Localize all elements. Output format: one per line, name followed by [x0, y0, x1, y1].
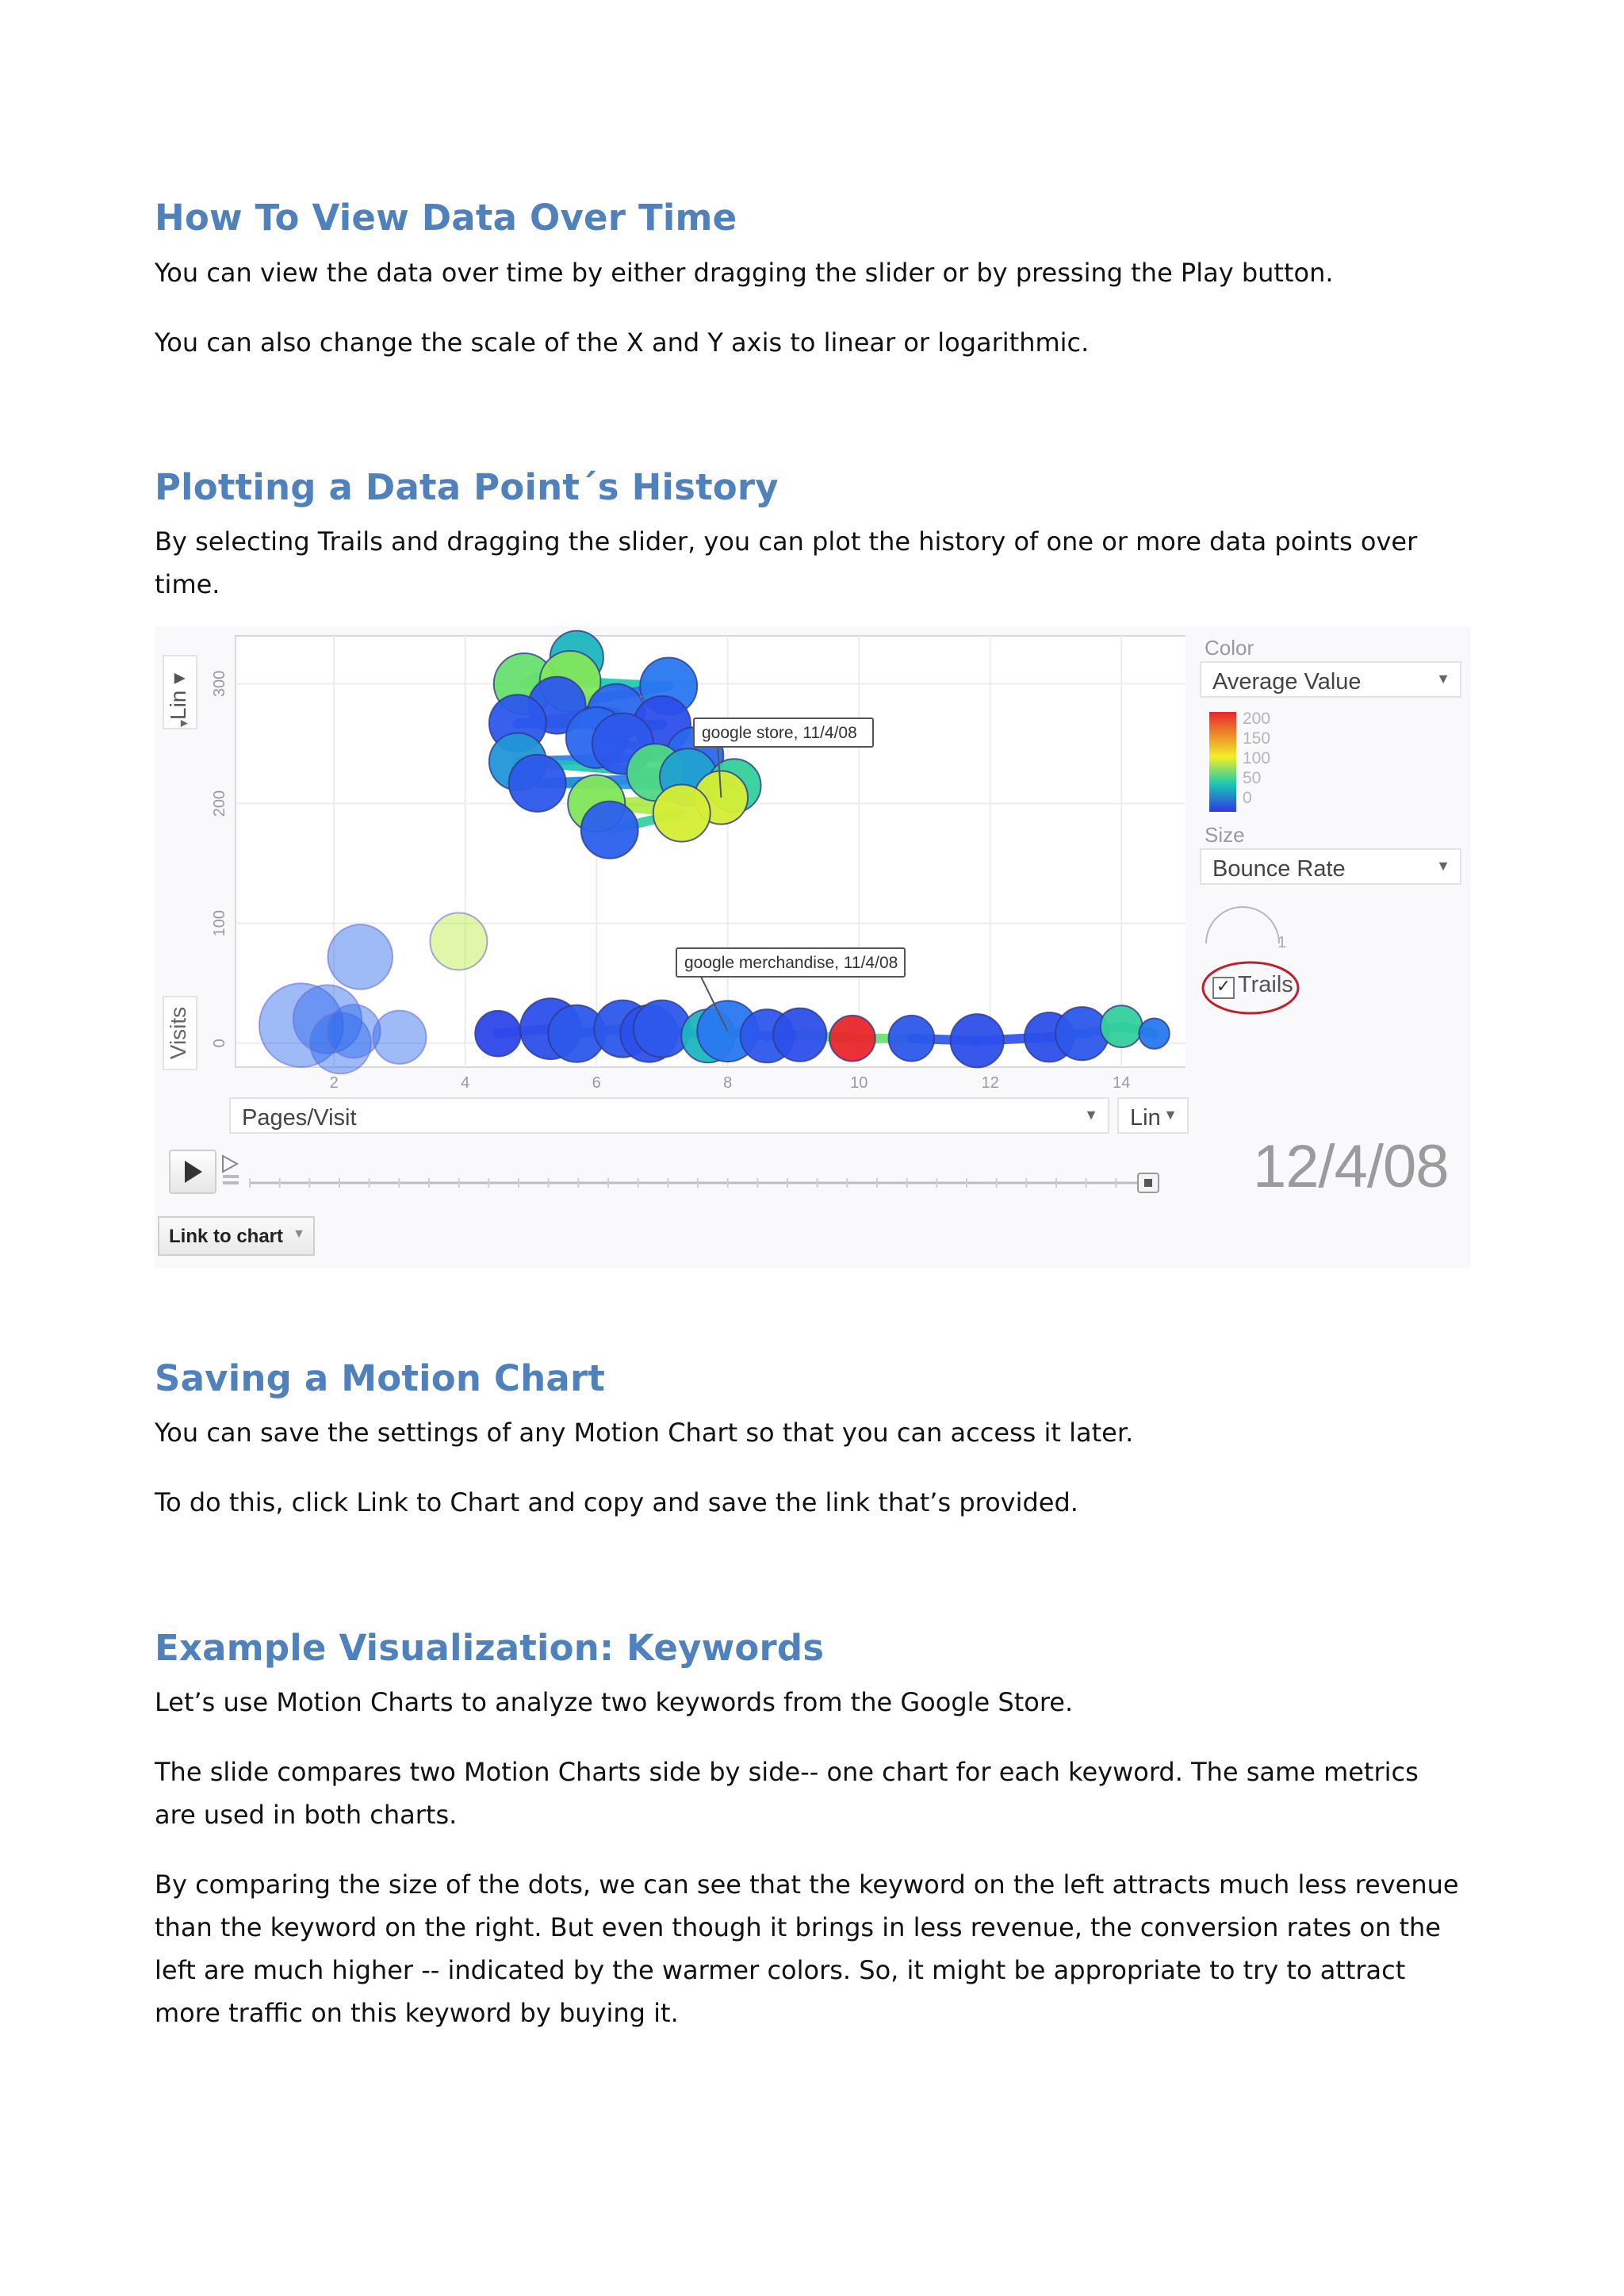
- y-tick-label: 100: [211, 909, 228, 937]
- callout-label: google merchandise, 11/4/08: [684, 954, 898, 972]
- size-label: Size: [1205, 823, 1245, 847]
- x-tick-label: 4: [461, 1074, 470, 1092]
- y-scale-dropdown[interactable]: Lin ▾: [163, 655, 197, 729]
- section-heading: How To View Data Over Time: [155, 197, 737, 239]
- data-point: [653, 785, 710, 842]
- section-heading: Example Visualization: Keywords: [155, 1627, 825, 1669]
- paragraph: By comparing the size of the dots, we can see that the keyword on the left attracts much less revenue than the keyword on the right. But even though it brings in less revenue, the conversion rates on the left are much higher -- indicated by the warmer colors. So, it might be appropriate to try to attract more traffic on this keyword by buying it.: [155, 1869, 1459, 2028]
- data-point: [829, 1016, 875, 1062]
- paragraph: To do this, click Link to Chart and copy and save the link that’s provided.: [155, 1487, 1078, 1517]
- paragraph: You can view the data over time by either dragging the slider or by pressing the Play button.: [155, 258, 1334, 288]
- slider-thumb-grip: [1144, 1179, 1152, 1187]
- data-point: [509, 755, 566, 812]
- color-label: Color: [1205, 636, 1254, 660]
- data-point: [1101, 1005, 1143, 1047]
- callout-label: google store, 11/4/08: [702, 724, 857, 742]
- paragraph: You can also change the scale of the X and Y axis to linear or logarithmic.: [155, 327, 1090, 358]
- paragraph: By selecting Trails and dragging the slider, you can plot the history of one or more data points over time.: [155, 526, 1418, 599]
- color-scale-tick: 0: [1243, 789, 1252, 807]
- time-slider[interactable]: [242, 1159, 1162, 1207]
- link-to-chart-button[interactable]: [158, 1216, 315, 1256]
- y-tick-label: 0: [211, 1039, 228, 1048]
- data-point: [327, 1004, 380, 1058]
- data-point: [1139, 1018, 1169, 1048]
- data-point: [951, 1014, 1004, 1067]
- section-heading: Saving a Motion Chart: [155, 1357, 606, 1399]
- chevron-down-icon: ▼: [1084, 1107, 1098, 1123]
- paragraph: You can save the settings of any Motion Chart so that you can access it later.: [155, 1418, 1134, 1448]
- x-tick-label: 6: [592, 1074, 601, 1092]
- x-tick-label: 2: [329, 1074, 339, 1092]
- color-scale-tick: 200: [1243, 710, 1271, 728]
- play-button[interactable]: [169, 1150, 216, 1194]
- color-scale-tick: 150: [1243, 729, 1271, 748]
- y-tick-label: 300: [211, 670, 228, 698]
- current-date-display: 12/4/08: [1253, 1133, 1449, 1200]
- data-point: [475, 1011, 521, 1057]
- y-scale-arrow-icon[interactable]: ▾: [175, 719, 192, 728]
- play-icon: [170, 1151, 215, 1192]
- y-tick-label: 200: [211, 790, 228, 817]
- link-to-chart-label: Link to chart: [169, 1226, 284, 1247]
- scatter-plot[interactable]: [155, 626, 1185, 1150]
- data-point: [373, 1011, 426, 1064]
- paragraph: Let’s use Motion Charts to analyze two keywords from the Google Store.: [155, 1687, 1074, 1717]
- checkbox-checked-icon[interactable]: ✓: [1212, 977, 1235, 999]
- chevron-down-icon: ▼: [1163, 1107, 1178, 1123]
- x-tick-label: 8: [723, 1074, 733, 1092]
- trails-checkbox[interactable]: [1200, 959, 1303, 1007]
- color-scale-bar: [1209, 712, 1236, 812]
- chevron-down-icon: ▼: [1436, 671, 1450, 687]
- x-scale-dropdown[interactable]: Lin ▼: [1117, 1097, 1189, 1134]
- size-dropdown[interactable]: Bounce Rate ▼: [1200, 848, 1461, 885]
- section-heading: Plotting a Data Point´s History: [155, 466, 779, 508]
- data-point: [889, 1016, 935, 1062]
- trails-label: Trails: [1238, 972, 1293, 997]
- x-tick-label: 12: [981, 1074, 999, 1092]
- x-tick-label: 10: [850, 1074, 868, 1092]
- color-scale-tick: 50: [1243, 769, 1262, 787]
- chevron-down-icon: ▼: [1436, 858, 1450, 874]
- data-point: [1055, 1007, 1109, 1060]
- data-point: [327, 924, 393, 989]
- plot-area: [236, 636, 1185, 1067]
- size-legend-value: 1: [1277, 934, 1287, 951]
- size-legend-arc: [1200, 896, 1287, 951]
- data-point: [430, 913, 487, 970]
- motion-chart-figure: [155, 626, 1471, 1269]
- data-point: [773, 1008, 826, 1062]
- color-scale-tick: 100: [1243, 749, 1271, 767]
- color-dropdown[interactable]: Average Value ▼: [1200, 661, 1461, 698]
- paragraph: The slide compares two Motion Charts side by side-- one chart for each keyword. The same metrics are used in both charts.: [155, 1757, 1419, 1830]
- y-axis-label: Visits: [163, 996, 197, 1070]
- data-point: [581, 802, 638, 859]
- chevron-down-icon: ▼: [293, 1227, 305, 1241]
- x-tick-label: 14: [1113, 1074, 1131, 1092]
- x-axis-dropdown[interactable]: Pages/Visit ▼: [229, 1097, 1109, 1134]
